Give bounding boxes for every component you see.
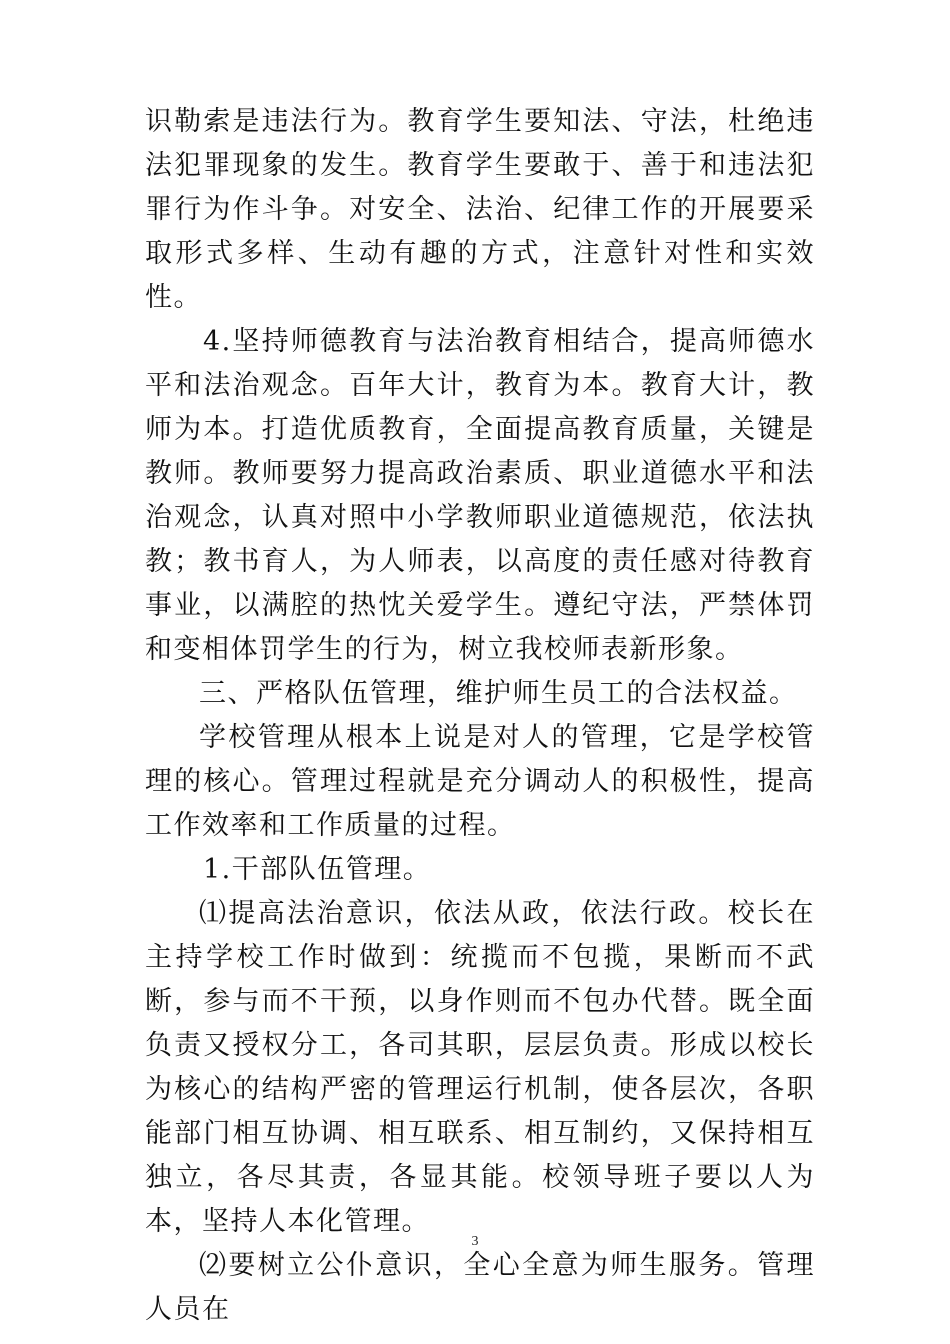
paragraph-school-management: 学校管理从根本上说是对人的管理，它是学校管理的核心。管理过程就是充分调动人的积极性，提高工作效率和工作质量的过程。 bbox=[145, 722, 815, 841]
subheading-cadre-management: 1.干部队伍管理。 bbox=[203, 854, 432, 885]
paragraph-legal-awareness: ⑴提高法治意识，依法从政，依法行政。校长在主持学校工作时做到：统揽而不包揽，果断而不武断，参与而不干预，以身作则而不包办代替。既全面负责又授权分工，各司其职，层层负责。形成以校长为核心的结构严密的管理运行机制，使各层次，各职能部门相互协调、相互联系、相互制约，又保持相互独立，各尽其责，各显其能。校领导班子要以人为本，坚持人本化管理。 bbox=[145, 898, 815, 1237]
page-number: 3 bbox=[471, 1234, 479, 1249]
paragraph-teacher-ethics: 4.坚持师德教育与法治教育相结合，提高师德水平和法治观念。百年大计，教育为本。教育大计，教师为本。打造优质教育，全面提高教育质量，关键是教师。教师要努力提高政治素质、职业道德水平和法治观念，认真对照中小学教师职业道德规范，依法执教；教书育人，为人师表，以高度的责任感对待教育事业，以满腔的热忱关爱学生。遵纪守法，严禁体罚和变相体罚学生的行为，树立我校师表新形象。 bbox=[145, 326, 815, 665]
paragraph-service-awareness: ⑵要树立公仆意识，全心全意为师生服务。管理人员在 bbox=[145, 1250, 815, 1325]
section-heading-three: 三、严格队伍管理，维护师生员工的合法权益。 bbox=[199, 678, 798, 709]
paragraph-continuation: 识勒索是违法行为。教育学生要知法、守法，杜绝违法犯罪现象的发生。教育学生要敢于、善于和违法犯罪行为作斗争。对安全、法治、纪律工作的开展要采取形式多样、生动有趣的方式，注意针对性和实效性。 bbox=[145, 106, 815, 313]
body-text bbox=[145, 100, 815, 1332]
